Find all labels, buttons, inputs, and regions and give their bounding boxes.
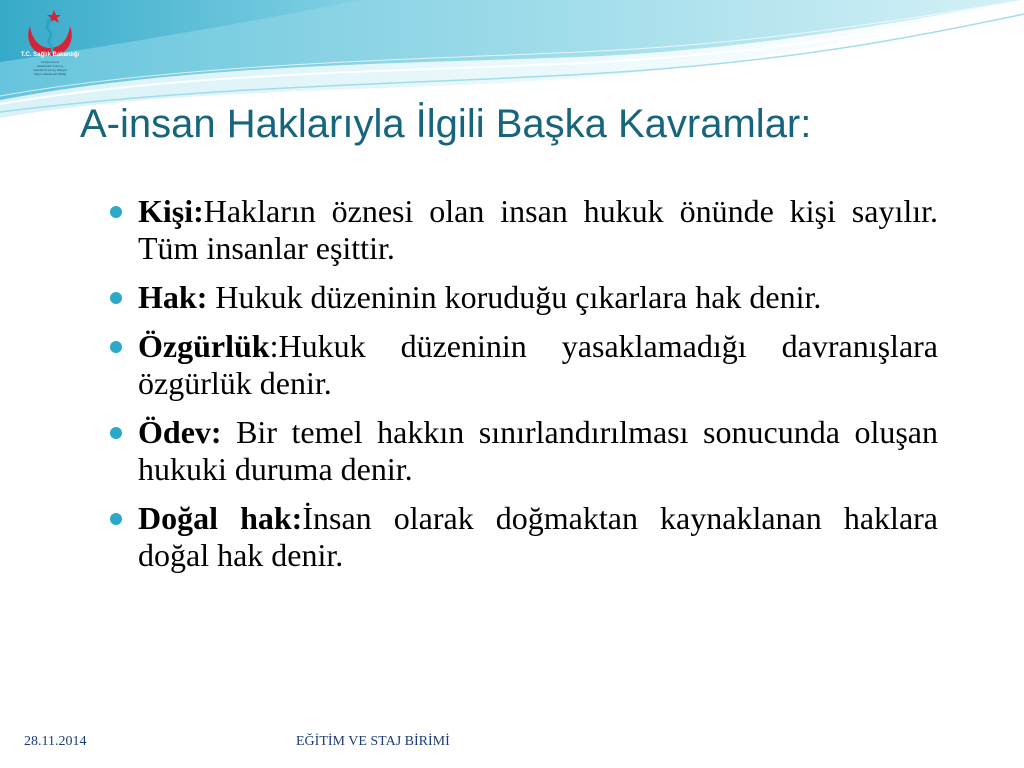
bullet-dot-icon	[110, 427, 122, 439]
bullet-dot-icon	[110, 513, 122, 525]
bullet-term: Hak:	[138, 279, 208, 315]
slide-title: A-insan Haklarıyla İlgili Başka Kavramlar:	[80, 102, 812, 146]
footer-unit: EĞİTİM VE STAJ BİRİMİ	[296, 734, 450, 749]
bullet-item	[104, 500, 938, 574]
footer-date: 28.11.2014	[24, 734, 87, 749]
bullet-term: Kişi:	[138, 193, 204, 229]
bullet-term: Ödev:	[138, 414, 222, 450]
bullet-item	[104, 279, 938, 316]
bullet-item	[104, 193, 938, 267]
bullet-text: :Hukuk düzeninin yasaklamadığı davranışlara özgürlük denir.	[138, 328, 938, 401]
bullet-item	[104, 328, 938, 402]
logo-sub-line: Türkiye Kamu	[40, 60, 60, 64]
bullet-text: Hakların öznesi olan insan hukuk önünde kişi sayılır. Tüm insanlar eşittir.	[138, 193, 938, 266]
logo-sub-line: Kamu Hastaneleri Birliği	[33, 72, 66, 76]
bullet-term: Özgürlük	[138, 328, 270, 364]
logo-sub-line: Hastaneleri Kurumu	[36, 64, 64, 68]
bullet-list	[104, 193, 938, 586]
bullet-text: Hukuk düzeninin koruduğu çıkarlara hak denir.	[207, 279, 822, 315]
bullet-dot-icon	[110, 341, 122, 353]
bullet-term: Doğal hak:	[138, 500, 303, 536]
bullet-dot-icon	[110, 292, 122, 304]
bullet-dot-icon	[110, 206, 122, 218]
figure-shape	[47, 24, 52, 52]
bullet-text: İnsan olarak doğmaktan kaynaklanan haklara doğal hak denir.	[138, 500, 939, 573]
bullet-item	[104, 414, 938, 488]
logo-subtitle	[8, 60, 92, 76]
logo-caption: T.C. Sağlık Bakanlığı	[20, 52, 80, 58]
bullet-text: Bir temel hakkın sınırlandırılması sonucunda oluşan hukuki duruma denir.	[138, 414, 938, 487]
logo-sub-line: İstanbul İli Kuzey Bölgesi	[33, 68, 67, 72]
